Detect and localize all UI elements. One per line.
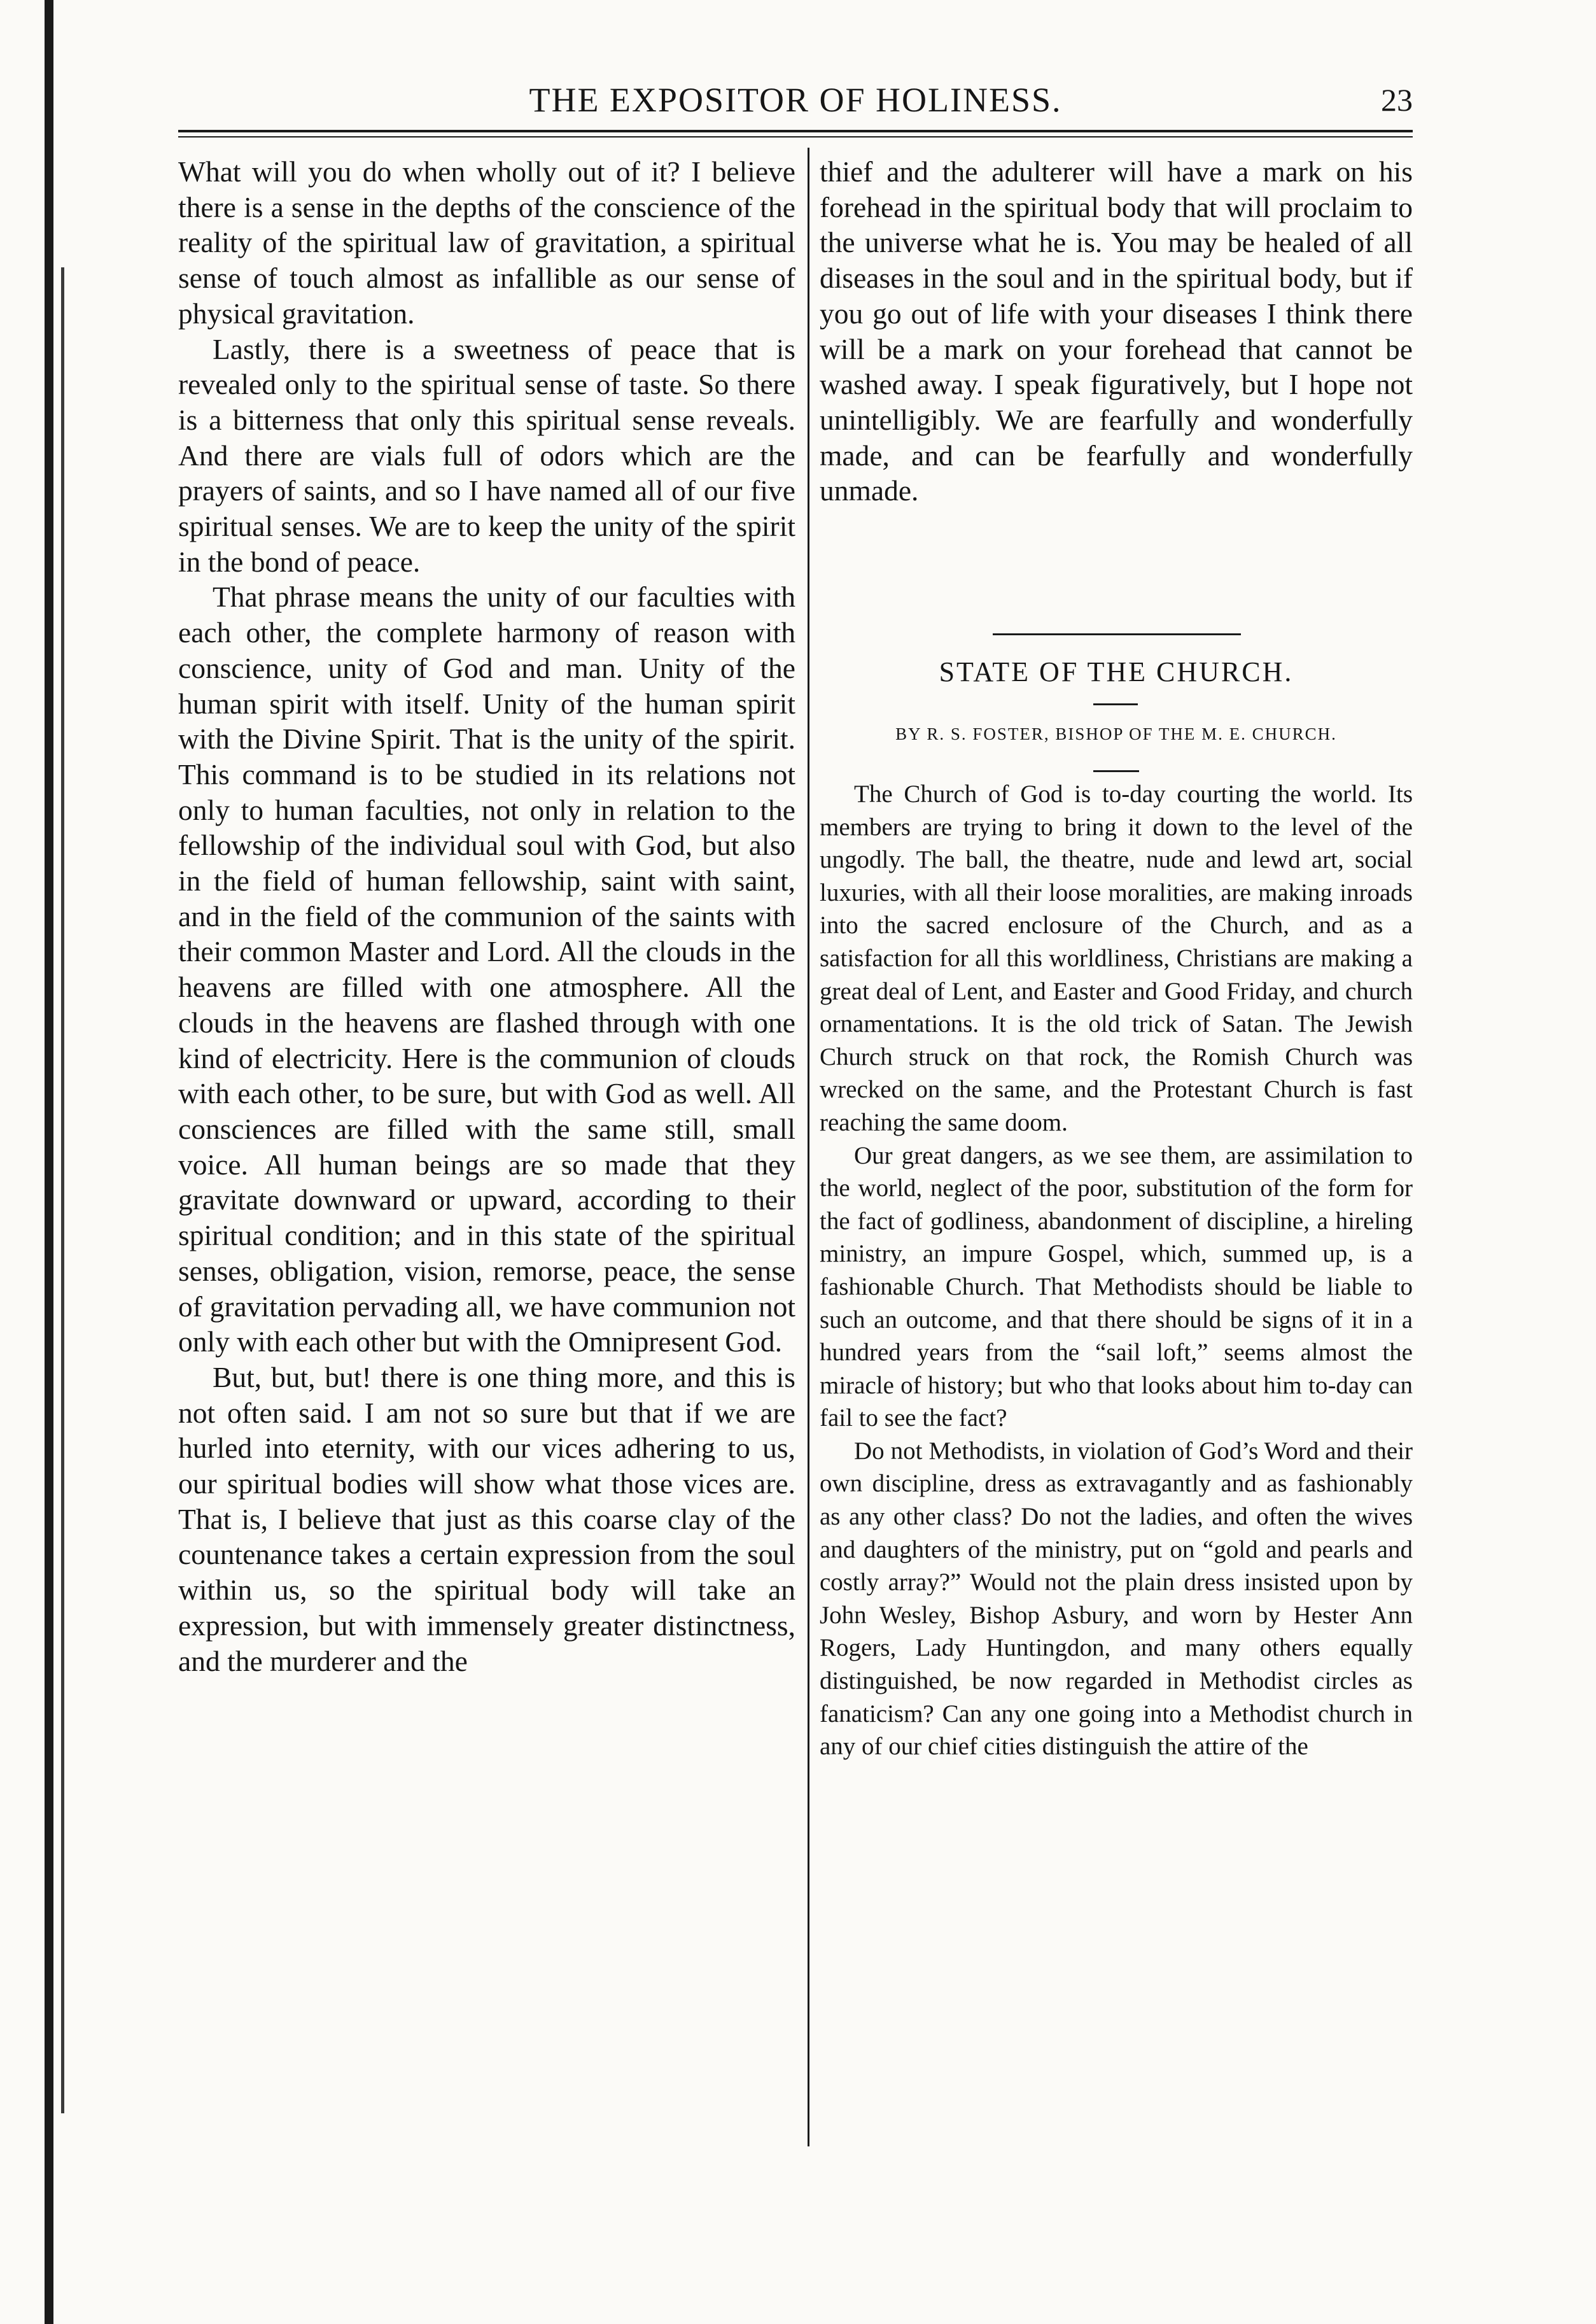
article-byline: BY R. S. FOSTER, BISHOP OF THE M. E. CHURCH. — [895, 724, 1337, 743]
paragraph: Do not Methodists, in violation of God’s Word and their own discipline, dress as extravagantly and as fashionably as any other class? Do not the ladies, and often the wives and daughters of the ministry, put on “gold and pearls and costly array?” Would not the plain dress insisted upon by John Wesley, Bishop Asbury, and worn by Hester Ann Rogers, Lady Huntingdon, and many others equally distinguished, be now regarded in Methodist circles as fanaticism? Can any one going into a Methodist church in any of our chief cities distinguish the attire of the — [820, 1437, 1413, 1761]
paragraph: thief and the adulterer will have a mark on his forehead in the spiritual body that will proclaim to the universe what he is. You may be healed of all diseases in the soul and in the spiritual body, but if you go out of life with your diseases I think there will be a mark on your forehead that cannot be washed away. I speak figuratively, but I hope not unintelligibly. We are fearfully and wonderfully made, and can be fearfully and wonderfully unmade. — [820, 155, 1413, 507]
header-rule-thin — [178, 136, 1413, 137]
paragraph: Lastly, there is a sweetness of peace that is revealed only to the spiritual sense of taste. So there is a bitterness that only this spiritual sense reveals. And there are vials full of odors which are the prayers of saints, and so I have named all of our five spiritual senses. We are to keep the unity of the spirit in the bond of peace. — [178, 332, 795, 578]
byline-rule — [1093, 770, 1139, 772]
article-title: STATE OF THE CHURCH. — [939, 656, 1294, 687]
paragraph: The Church of God is to-day courting the world. Its members are trying to bring it down to the level of the ungodly. The ball, the theatre, nude and lewd art, social luxuries, with all their loose moralities, are making inroads into the sacred enclosure of the Church, and as a satisfaction for all this worldliness, Christians are making a great deal of Lent, and Easter and Good Friday, and church ornamentations. It is the old trick of Satan. The Jewish Church struck on that rock, the Romish Church was wrecked on the same, and the Protestant Church is fast reaching the same doom. — [820, 780, 1413, 1136]
section-divider — [993, 633, 1241, 635]
header-rule-thick — [178, 130, 1413, 132]
left-column — [178, 154, 795, 1679]
column-divider — [808, 148, 809, 2146]
right-column-continuation — [820, 154, 1413, 509]
running-header — [178, 75, 1413, 126]
article-body — [820, 778, 1413, 1763]
page-number: 23 — [1381, 82, 1413, 118]
journal-title: THE EXPOSITOR OF HOLINESS. — [529, 81, 1062, 119]
paragraph: But, but, but! there is one thing more, and this is not often said. I am not so sure but that if we are hurled into eternity, with our vices adhering to us, our spiritual bodies will show what those vices are. That is, I believe that just as this coarse clay of the countenance takes a certain expression from the soul within us, so the spiritual body will take an expression, but with immensely greater distinctness, and the murderer and the — [178, 1360, 795, 1677]
paragraph: Our great dangers, as we see them, are assimilation to the world, neglect of the poor, substitution of the form for the fact of godliness, abandonment of discipline, a hireling ministry, an impure Gospel, which, summed up, is a fashionable Church. That Methodists should be liable to such an outcome, and that there should be signs of it in a hundred years from the “sail loft,” seems almost the miracle of history; but who that looks about him to-day can fail to see the fact? — [820, 1141, 1413, 1432]
title-rule — [1093, 703, 1138, 705]
binding-edge-shadow — [45, 0, 53, 2324]
paragraph: What will you do when wholly out of it? I believe there is a sense in the depths of the conscience of the reality of the spiritual law of gravitation, a spiritual sense of touch almost as infallible as our sense of physical gravitation. — [178, 155, 795, 330]
binding-edge-line — [61, 267, 64, 2113]
paragraph: That phrase means the unity of our faculties with each other, the complete harmony of reason with conscience, unity of God and man. Unity of the human spirit with itself. Unity of the human spirit with the Divine Spirit. That is the unity of the spirit. This command is to be studied in its relations not only to human faculties, not only in relation to the fellowship of the individual soul with God, but also in the field of human fellowship, saint with saint, and in the field of the communion of the saints with their common Master and Lord. All the clouds in the heavens are filled with one atmosphere. All the clouds in the heavens are flashed through with one kind of electricity. Here is the communion of clouds with each other, to be sure, but with God as well. All consciences are filled with the same still, small voice. All human beings are so made that they gravitate downward or upward, according to their spiritual condition; and in this state of the spiritual senses, obligation, vision, remorse, peace, the sense of gravitation pervading all, we have communion not only with each other but with the Omnipresent God. — [178, 581, 795, 1358]
